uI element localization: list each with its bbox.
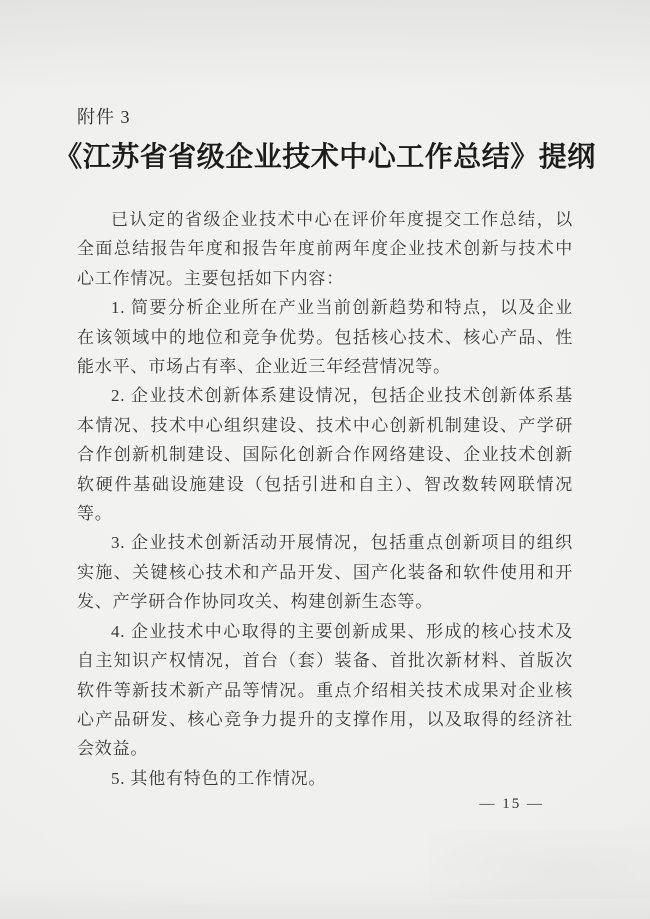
scan-shading-top [0,0,650,90]
attachment-label: 附件 3 [77,107,131,127]
scan-shading-corner [430,829,650,899]
document-body [77,205,573,793]
body-paragraph-item-1: 1. 简要分析企业所在产业当前创新趋势和特点，以及企业在该领域中的地位和竞争优势。包括核心技术、核心产品、性能水平、市场占有率、企业近三年经营情况等。 [77,298,573,377]
body-paragraph-item-2: 2. 企业技术创新体系建设情况，包括企业技术创新体系基本情况、技术中心组织建设、技术中心创新机制建设、产学研合作创新机制建设、国际化创新合作网络建设、企业技术创新软硬件基础设施建设（包括引进和自主）、智改数转网联情况等。 [77,386,573,524]
body-paragraph-intro: 已认定的省级企业技术中心在评价年度提交工作总结，以全面总结报告年度和报告年度前两年度企业技术创新与技术中心工作情况。主要包括如下内容： [77,210,573,288]
body-paragraph-item-4: 4. 企业技术中心取得的主要创新成果、形成的核心技术及自主知识产权情况，首台（套）装备、首批次新材料、首版次软件等新技术新产品等情况。重点介绍相关技术成果对企业核心产品研发、核心竞争力提升的支撑作用，以及取得的经济社会效益。 [77,621,573,759]
body-paragraph-item-5: 5. 其他有特色的工作情况。 [111,768,327,788]
body-paragraph-item-3: 3. 企业技术创新活动开展情况，包括重点创新项目的组织实施、关键核心技术和产品开发、国产化装备和软件使用和开发、产学研合作协同攻关、构建创新生态等。 [77,533,573,612]
document-title: 《江苏省省级企业技术中心工作总结》提纲 [54,142,596,173]
page-number: — 15 — [479,796,544,812]
scan-shading-bottom [0,879,650,919]
